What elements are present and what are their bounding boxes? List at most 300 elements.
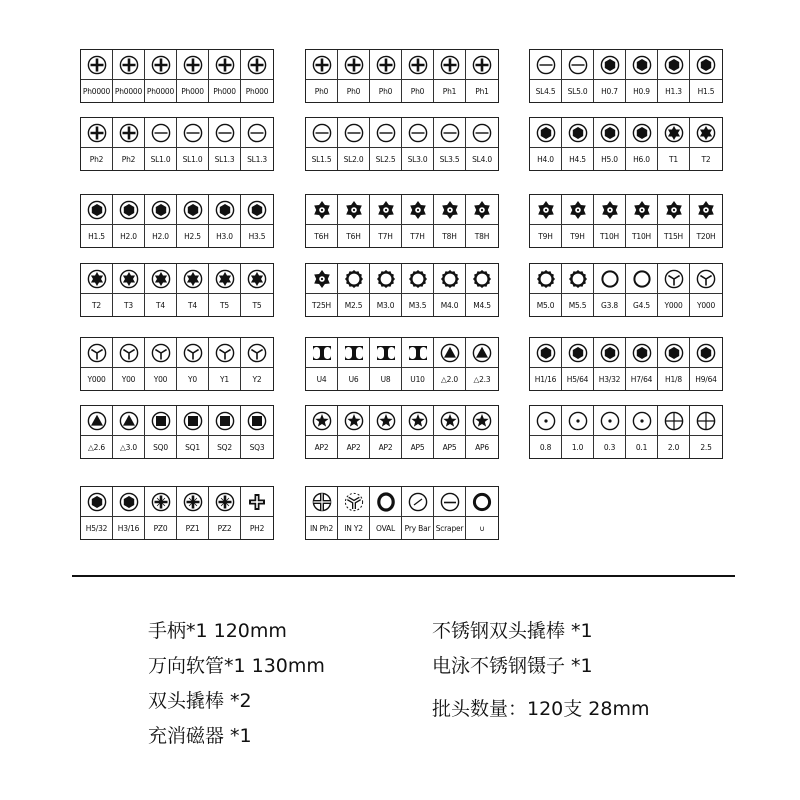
bit-label-cell xyxy=(81,294,113,316)
ring-12-icon xyxy=(536,269,556,289)
bit-label: U8 xyxy=(380,374,391,384)
magnet-ring-icon xyxy=(472,492,492,512)
bit-label: H3.5 xyxy=(248,231,266,241)
bit-label-cell xyxy=(113,517,145,539)
square-icon xyxy=(151,411,171,431)
bit-label-cell xyxy=(113,368,145,390)
bit-icon-cell xyxy=(658,264,690,294)
bit-label-cell xyxy=(594,436,626,458)
ring-12-icon xyxy=(344,269,364,289)
bit-label: H4.5 xyxy=(569,154,586,164)
bit-icon-cell xyxy=(306,50,338,80)
bit-icon-cell xyxy=(145,118,177,148)
bit-icon-cell xyxy=(177,338,209,368)
bit-label: PH2 xyxy=(249,523,265,533)
phillips-icon xyxy=(408,55,428,75)
bit-label-cell xyxy=(690,294,722,316)
bit-icon-cell xyxy=(434,118,466,148)
bit-label-cell xyxy=(434,80,466,102)
ring-12-icon xyxy=(472,269,492,289)
bit-label-cell xyxy=(626,294,658,316)
bit-icon-cell xyxy=(402,50,434,80)
bit-icon-cell xyxy=(113,264,145,294)
bit-label-cell xyxy=(241,436,273,458)
bit-icon-cell xyxy=(562,406,594,436)
bit-label: T15H xyxy=(664,231,683,241)
bit-label: IN Y2 xyxy=(344,523,363,533)
bit-label: Ph1 xyxy=(475,86,489,96)
phillips-icon xyxy=(119,123,139,143)
bit-label-cell xyxy=(594,148,626,170)
bit-label-cell xyxy=(145,436,177,458)
hex-icon xyxy=(119,200,139,220)
triangle-icon xyxy=(87,411,107,431)
crosshair-icon xyxy=(664,411,684,431)
u-bit-icon xyxy=(344,343,364,363)
bit-icon-cell xyxy=(434,338,466,368)
bit-block xyxy=(529,337,723,391)
tri-wing-icon xyxy=(247,343,267,363)
bit-icon-cell xyxy=(626,338,658,368)
bit-label: T2 xyxy=(92,300,101,310)
bit-label-cell xyxy=(113,294,145,316)
hex-icon xyxy=(600,123,620,143)
bit-label: T2 xyxy=(701,154,711,164)
bit-label: SL3.5 xyxy=(439,154,460,164)
bit-label-cell xyxy=(81,225,113,247)
bit-label-cell xyxy=(402,436,434,458)
torx-hole-icon xyxy=(312,269,332,289)
bit-label-cell xyxy=(81,517,113,539)
bit-icon-cell xyxy=(209,195,241,225)
bit-label-cell xyxy=(690,80,722,102)
bit-label-cell xyxy=(658,436,690,458)
star-icon xyxy=(440,411,460,431)
bit-label: PZ1 xyxy=(185,523,200,533)
torx-icon xyxy=(696,123,716,143)
slotted-icon xyxy=(440,123,460,143)
bit-label: H5/64 xyxy=(566,374,589,384)
bit-icon-cell xyxy=(338,264,370,294)
inverse-y-icon xyxy=(344,492,364,512)
bit-label: Y00 xyxy=(153,374,168,384)
bit-label: T1 xyxy=(669,154,678,164)
phillips-icon xyxy=(119,55,139,75)
bit-block xyxy=(80,405,274,459)
bit-label-cell xyxy=(145,368,177,390)
bit-label: SQ2 xyxy=(217,442,232,452)
torx-hole-icon xyxy=(632,200,652,220)
bit-icon-cell xyxy=(81,50,113,80)
bit-label: T8H xyxy=(442,231,457,241)
bit-label: SQ3 xyxy=(249,442,265,452)
bit-label: T3 xyxy=(124,300,133,310)
inverse-phillips-icon xyxy=(312,492,332,512)
torx-hole-icon xyxy=(536,200,556,220)
tri-wing-icon xyxy=(696,269,716,289)
bit-label-cell xyxy=(562,368,594,390)
bit-label: SL4.0 xyxy=(472,154,492,164)
bit-label: OVAL xyxy=(376,523,395,533)
bit-icon-cell xyxy=(241,264,273,294)
bit-label-cell xyxy=(402,80,434,102)
bit-label: G3.8 xyxy=(601,300,618,310)
bit-label-cell xyxy=(113,80,145,102)
bit-label-cell xyxy=(434,436,466,458)
bit-label: T5 xyxy=(252,300,262,310)
bit-label: SL2.0 xyxy=(343,154,364,164)
hex-icon xyxy=(664,343,684,363)
bit-label: △2.3 xyxy=(473,374,491,384)
bit-label: T20H xyxy=(696,231,716,241)
torx-hole-icon xyxy=(376,200,396,220)
bit-icon-cell xyxy=(241,338,273,368)
bit-label: AP5 xyxy=(410,442,425,452)
bit-icon-cell xyxy=(434,487,466,517)
bit-label: H2.0 xyxy=(120,231,137,241)
bit-label: M4.5 xyxy=(473,300,491,310)
bit-label: △2.0 xyxy=(441,374,458,384)
bit-label: Y2 xyxy=(252,374,262,384)
bit-icon-cell xyxy=(402,338,434,368)
bit-block xyxy=(80,117,274,171)
bit-label-cell xyxy=(434,517,466,539)
bit-label-cell xyxy=(562,148,594,170)
bit-icon-cell xyxy=(658,50,690,80)
bit-label-cell xyxy=(241,517,273,539)
bit-icon-cell xyxy=(594,264,626,294)
scraper-icon xyxy=(440,492,460,512)
bit-label-cell xyxy=(466,517,498,539)
bit-icon-cell xyxy=(562,50,594,80)
bit-label: SQ0 xyxy=(153,442,168,452)
bit-label: Ph0 xyxy=(314,86,329,96)
bit-label-cell xyxy=(177,225,209,247)
bit-label: 2.0 xyxy=(667,442,680,452)
bit-icon-cell xyxy=(466,264,498,294)
bit-block xyxy=(305,486,499,540)
bit-label-cell xyxy=(338,368,370,390)
bit-icon-cell xyxy=(370,264,402,294)
bit-label-cell xyxy=(145,225,177,247)
torx-icon xyxy=(664,123,684,143)
bit-label: Y000 xyxy=(696,300,716,310)
slotted-icon xyxy=(151,123,171,143)
bit-icon-cell xyxy=(370,487,402,517)
bit-label-cell xyxy=(402,294,434,316)
bit-block xyxy=(80,486,274,540)
bit-icon-cell xyxy=(338,487,370,517)
bit-icon-cell xyxy=(402,406,434,436)
hex-icon xyxy=(247,200,267,220)
bit-icon-cell xyxy=(145,487,177,517)
bit-block xyxy=(529,194,723,248)
phillips-icon xyxy=(376,55,396,75)
bit-icon-cell xyxy=(466,118,498,148)
bit-icon-cell xyxy=(145,406,177,436)
phillips-icon xyxy=(183,55,203,75)
bit-label-cell xyxy=(466,368,498,390)
bit-label: M3.0 xyxy=(376,300,395,310)
bit-icon-cell xyxy=(113,487,145,517)
slotted-icon xyxy=(408,123,428,143)
hex-icon xyxy=(215,200,235,220)
bit-label: T4 xyxy=(156,300,165,310)
plus-bold-icon xyxy=(247,492,267,512)
bit-label-cell xyxy=(594,80,626,102)
bit-label-cell xyxy=(434,294,466,316)
triangle-icon xyxy=(472,343,492,363)
bit-icon-cell xyxy=(690,338,722,368)
bit-label-cell xyxy=(241,148,273,170)
bit-label-cell xyxy=(241,225,273,247)
bit-label: T10H xyxy=(600,231,619,241)
bit-label: T4 xyxy=(188,300,197,310)
torx-hole-icon xyxy=(472,200,492,220)
bit-label: IN Ph2 xyxy=(309,523,334,533)
hex-icon xyxy=(151,200,171,220)
bit-label: H1/16 xyxy=(534,374,557,384)
bit-icon-cell xyxy=(370,338,402,368)
bit-label-cell xyxy=(658,294,690,316)
bit-label-cell xyxy=(466,225,498,247)
hex-icon xyxy=(632,123,652,143)
pozi-icon xyxy=(215,492,235,512)
bit-icon-cell xyxy=(562,338,594,368)
bit-label-cell xyxy=(530,80,562,102)
bit-label: SL1.3 xyxy=(247,154,267,164)
slotted-icon xyxy=(215,123,235,143)
bit-icon-cell xyxy=(626,195,658,225)
bit-icon-cell xyxy=(466,195,498,225)
bit-icon-cell xyxy=(113,338,145,368)
tri-wing-icon xyxy=(119,343,139,363)
bit-icon-cell xyxy=(530,264,562,294)
bit-icon-cell xyxy=(626,50,658,80)
bit-label-cell xyxy=(306,148,338,170)
torx-icon xyxy=(183,269,203,289)
bit-icon-cell xyxy=(690,195,722,225)
bit-label-cell xyxy=(370,436,402,458)
bit-icon-cell xyxy=(209,50,241,80)
torx-hole-icon xyxy=(312,200,332,220)
bit-label: 1.0 xyxy=(571,442,584,452)
bit-label: Ph000 xyxy=(181,86,204,96)
bit-icon-cell xyxy=(562,264,594,294)
bit-icon-cell xyxy=(402,487,434,517)
bit-label: AP2 xyxy=(378,442,393,452)
bit-label: M2.5 xyxy=(344,300,363,310)
contents-item: 手柄*1 120mm xyxy=(148,620,287,642)
bit-label: T7H xyxy=(410,231,425,241)
bit-icon-cell xyxy=(562,195,594,225)
bit-icon-cell xyxy=(81,264,113,294)
bit-icon-cell xyxy=(81,195,113,225)
bit-label-cell xyxy=(594,225,626,247)
bit-icon-cell xyxy=(402,264,434,294)
bit-icon-cell xyxy=(690,50,722,80)
bit-label: H1/8 xyxy=(665,374,682,384)
bit-label-cell xyxy=(690,436,722,458)
bit-label-cell xyxy=(402,368,434,390)
bit-label: Y0 xyxy=(188,374,197,384)
bit-label-cell xyxy=(370,517,402,539)
bit-icon-cell xyxy=(626,406,658,436)
tri-wing-icon xyxy=(151,343,171,363)
triangle-icon xyxy=(440,343,460,363)
bit-label: SL1.3 xyxy=(214,154,235,164)
hex-icon xyxy=(600,55,620,75)
bit-label: T6H xyxy=(346,231,361,241)
bit-label: △2.6 xyxy=(88,442,105,452)
bit-icon-cell xyxy=(113,195,145,225)
bit-label: SL3.0 xyxy=(407,154,428,164)
hex-icon xyxy=(632,343,652,363)
bit-icon-cell xyxy=(594,195,626,225)
bit-label: Y1 xyxy=(220,374,229,384)
bit-icon-cell xyxy=(466,406,498,436)
ring-12-icon xyxy=(376,269,396,289)
square-icon xyxy=(183,411,203,431)
bit-label: H6.0 xyxy=(633,154,650,164)
bit-label-cell xyxy=(434,225,466,247)
hex-icon xyxy=(87,492,107,512)
bit-label-cell xyxy=(241,294,273,316)
bit-label-cell xyxy=(209,225,241,247)
triangle-icon xyxy=(119,411,139,431)
hex-icon xyxy=(183,200,203,220)
bit-icon-cell xyxy=(402,118,434,148)
bit-label-cell xyxy=(370,294,402,316)
hex-icon xyxy=(664,55,684,75)
bit-icon-cell xyxy=(177,264,209,294)
bit-label: H5.0 xyxy=(601,154,618,164)
bit-label: Ph2 xyxy=(89,154,104,164)
bit-label: T5 xyxy=(220,300,229,310)
bit-label-cell xyxy=(690,148,722,170)
bit-label: H1.3 xyxy=(665,86,682,96)
bit-label: Ph2 xyxy=(121,154,136,164)
bit-label: U10 xyxy=(410,374,425,384)
star-icon xyxy=(472,411,492,431)
bit-label: 2.5 xyxy=(700,442,712,452)
bit-label: Ph0000 xyxy=(114,86,143,96)
bit-label-cell xyxy=(562,436,594,458)
bit-icon-cell xyxy=(658,118,690,148)
hex-icon xyxy=(536,123,556,143)
bit-label-cell xyxy=(690,225,722,247)
hex-icon xyxy=(119,492,139,512)
bit-icon-cell xyxy=(145,195,177,225)
bit-label-cell xyxy=(402,517,434,539)
bit-label: T9H xyxy=(538,231,553,241)
phillips-icon xyxy=(440,55,460,75)
bit-label: SL1.0 xyxy=(182,154,203,164)
bit-icon-cell xyxy=(594,50,626,80)
bit-label: U6 xyxy=(348,374,359,384)
ring-12-icon xyxy=(568,269,588,289)
bit-block xyxy=(80,49,274,103)
slotted-icon xyxy=(183,123,203,143)
bit-label-cell xyxy=(626,148,658,170)
bit-icon-cell xyxy=(338,406,370,436)
slotted-icon xyxy=(568,55,588,75)
torx-icon xyxy=(151,269,171,289)
pozi-icon xyxy=(183,492,203,512)
bit-icon-cell xyxy=(594,338,626,368)
bit-icon-cell xyxy=(434,264,466,294)
bit-icon-cell xyxy=(209,118,241,148)
bit-icon-cell xyxy=(370,50,402,80)
phillips-icon xyxy=(247,55,267,75)
ring-icon xyxy=(600,269,620,289)
phillips-icon xyxy=(87,55,107,75)
dot-icon xyxy=(632,411,652,431)
bit-label: SL2.5 xyxy=(375,154,396,164)
bit-block xyxy=(305,49,499,103)
bit-icon-cell xyxy=(209,406,241,436)
bit-label-cell xyxy=(209,148,241,170)
slotted-icon xyxy=(344,123,364,143)
bit-block xyxy=(305,194,499,248)
bit-label-cell xyxy=(145,517,177,539)
bit-label: 0.3 xyxy=(603,442,616,452)
torx-hole-icon xyxy=(440,200,460,220)
bit-icon-cell xyxy=(626,264,658,294)
bit-block xyxy=(529,405,723,459)
bit-label-cell xyxy=(626,225,658,247)
bit-label: Ph000 xyxy=(213,86,236,96)
bit-icon-cell xyxy=(690,264,722,294)
bit-label-cell xyxy=(466,80,498,102)
bit-icon-cell xyxy=(306,195,338,225)
dot-icon xyxy=(536,411,556,431)
bit-label-cell xyxy=(177,80,209,102)
bit-label-cell xyxy=(626,80,658,102)
bit-label: AP2 xyxy=(314,442,329,452)
bit-label-cell xyxy=(177,368,209,390)
bit-label-cell xyxy=(145,80,177,102)
bit-icon-cell xyxy=(466,487,498,517)
contents-item: 充消磁器 *1 xyxy=(148,725,252,747)
bit-icon-cell xyxy=(241,118,273,148)
bit-icon-cell xyxy=(145,50,177,80)
bit-icon-cell xyxy=(690,118,722,148)
bit-label-cell xyxy=(402,225,434,247)
bit-icon-cell xyxy=(241,50,273,80)
bit-label: AP6 xyxy=(475,442,489,452)
bit-label: SL5.0 xyxy=(567,86,588,96)
bit-block xyxy=(80,194,274,248)
bit-label: SL1.0 xyxy=(150,154,171,164)
bit-icon-cell xyxy=(338,118,370,148)
bit-label-cell xyxy=(306,80,338,102)
contents-item: 双头撬棒 *2 xyxy=(148,690,252,712)
bit-label-cell xyxy=(594,368,626,390)
bit-label-cell xyxy=(306,225,338,247)
bit-label: Y000 xyxy=(664,300,683,310)
torx-hole-icon xyxy=(344,200,364,220)
bit-label-cell xyxy=(658,368,690,390)
u-bit-icon xyxy=(376,343,396,363)
bit-block xyxy=(305,337,499,391)
bit-label: H1.5 xyxy=(697,86,715,96)
bit-label-cell xyxy=(530,368,562,390)
torx-hole-icon xyxy=(568,200,588,220)
torx-icon xyxy=(247,269,267,289)
bit-label-cell xyxy=(209,368,241,390)
bit-label: T8H xyxy=(474,231,490,241)
